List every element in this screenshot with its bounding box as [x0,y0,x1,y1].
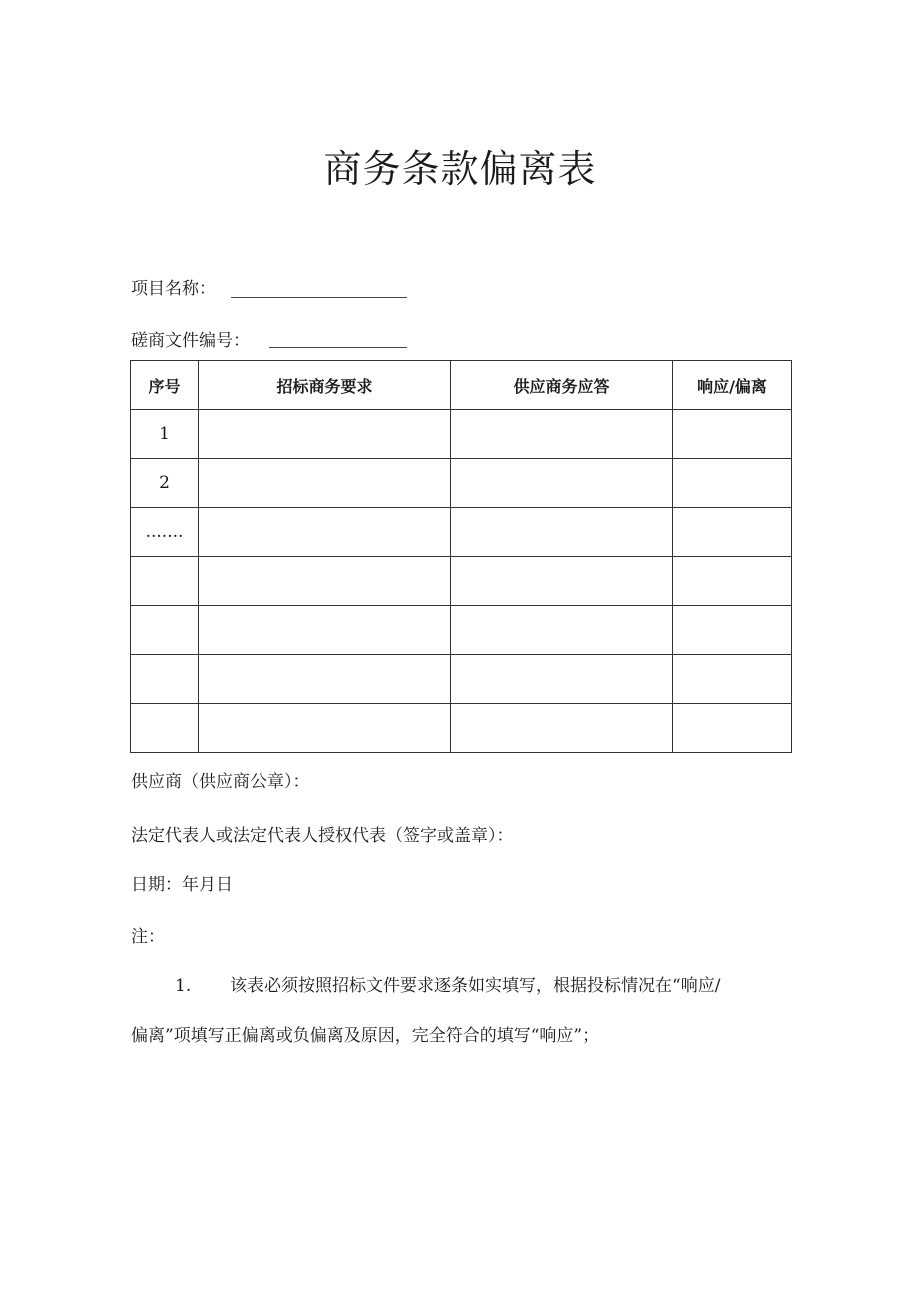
cell-requirement[interactable] [199,655,451,704]
cell-requirement[interactable] [199,704,451,753]
header-seq: 序号 [131,361,199,410]
date-line: 日期：年月日 [131,875,233,895]
project-name-field[interactable] [231,297,407,298]
cell-response[interactable] [451,557,673,606]
table-row [131,606,792,655]
cell-deviation[interactable] [673,704,792,753]
cell-seq [131,655,199,704]
cell-response[interactable] [451,655,673,704]
cell-deviation[interactable] [673,410,792,459]
cell-deviation[interactable] [673,655,792,704]
note-text-line1: 该表必须按照招标文件要求逐条如实填写，根据投标情况在“响应/ [230,976,721,996]
table-row [131,410,792,459]
cell-requirement[interactable] [199,410,451,459]
header-requirement: 招标商务要求 [199,361,451,410]
cell-seq [131,704,199,753]
cell-deviation[interactable] [673,557,792,606]
cell-seq [131,606,199,655]
table-row [131,655,792,704]
table-row [131,557,792,606]
supplier-seal-line: 供应商（供应商公章）： [131,772,310,792]
notes-label: 注： [131,927,165,947]
note-text-line2: 偏离”项填写正偏离或负偏离及原因，完全符合的填写“响应”； [131,1026,600,1046]
cell-seq: 2 [131,459,199,508]
doc-number-field[interactable] [269,347,407,348]
cell-response[interactable] [451,459,673,508]
table-row [131,508,792,557]
project-name-label: 项目名称： [131,279,216,299]
cell-deviation[interactable] [673,459,792,508]
cell-response[interactable] [451,704,673,753]
cell-response[interactable] [451,508,673,557]
representative-signature-line: 法定代表人或法定代表人授权代表（签字或盖章）： [131,826,514,846]
table-row [131,459,792,508]
cell-requirement[interactable] [199,606,451,655]
cell-requirement[interactable] [199,459,451,508]
table-header-row [131,361,792,410]
cell-seq [131,557,199,606]
cell-seq: ....... [131,508,199,557]
doc-number-label: 磋商文件编号： [131,331,250,351]
cell-response[interactable] [451,606,673,655]
cell-seq: 1 [131,410,199,459]
header-response: 供应商务应答 [451,361,673,410]
deviation-table [130,360,792,753]
cell-requirement[interactable] [199,508,451,557]
cell-requirement[interactable] [199,557,451,606]
header-deviation: 响应/偏离 [673,361,792,410]
page-title: 商务条款偏离表 [323,147,597,191]
note-number: 1. [175,976,192,996]
cell-deviation[interactable] [673,606,792,655]
table-row [131,704,792,753]
cell-response[interactable] [451,410,673,459]
cell-deviation[interactable] [673,508,792,557]
